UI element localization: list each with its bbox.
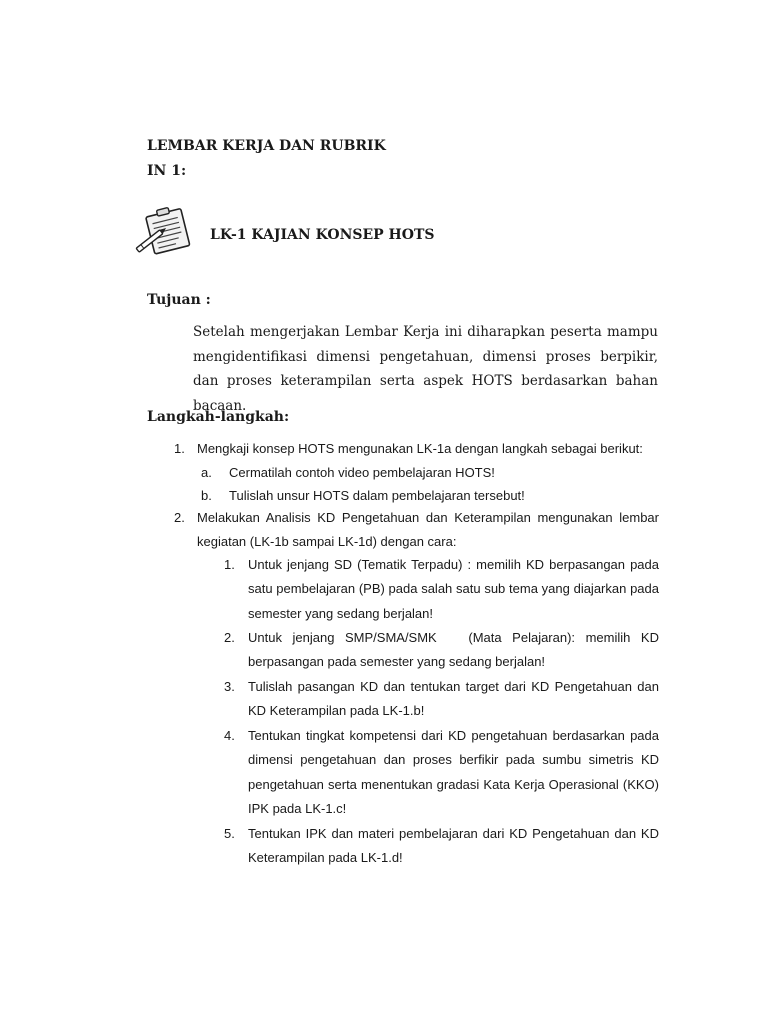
list-number: b. [201,488,212,503]
list-number: 1. [174,441,185,456]
list-text: Tulislah unsur HOTS dalam pembelajaran tersebut! [229,488,525,503]
list-text: Mengkaji konsep HOTS mengunakan LK-1a dengan langkah sebagai berikut: [197,441,643,456]
list-number: 1. [224,557,235,572]
tujuan-paragraph: Setelah mengerjakan Lembar Kerja ini diharapkan peserta mampu mengidentifikasi dimensi pengetahuan, dimensi proses berpikir, dan proses keterampilan serta aspek HOTS berdasarkan bahan bacaan. [193,324,658,414]
list-number: 2. [174,510,185,525]
list-number: 3. [224,679,235,694]
list-text: Untuk jenjang SD (Tematik Terpadu) : memilih KD berpasangan pada satu pembelajaran (PB) pada salah satu sub tema yang diajarkan pada semester yang sedang berjalan! [248,557,659,621]
lk-title: LK-1 KAJIAN KONSEP HOTS [210,227,435,243]
clipboard-pen-icon [133,206,197,256]
list-text: Tulislah pasangan KD dan tentukan target dari KD Pengetahuan dan KD Keterampilan pada LK-1.b! [248,679,659,719]
list-number: 5. [224,826,235,841]
list-text: Melakukan Analisis KD Pengetahuan dan Keterampilan mengunakan lembar kegiatan (LK-1b sampai LK-1d) dengan cara: [197,510,659,550]
document-title: LEMBAR KERJA DAN RUBRIK [147,138,386,154]
document-subtitle: IN 1: [147,163,187,179]
list-number: 4. [224,728,235,743]
list-text: Cermatilah contoh video pembelajaran HOTS! [229,465,495,480]
tujuan-label: Tujuan : [147,292,211,308]
langkah-label: Langkah-langkah: [147,409,290,425]
list-text: Tentukan tingkat kompetensi dari KD pengetahuan berdasarkan pada dimensi pengetahuan dan proses berfikir pada sumbu simetris KD pengetahuan serta menentukan gradasi Kata Kerja Operasional (KKO) IPK pada LK-1.c! [248,728,659,816]
list-text: Untuk jenjang SMP/SMA/SMK (Mata Pelajaran): memilih KD berpasangan pada semester yang sedang berjalan! [248,630,663,670]
list-text: Tentukan IPK dan materi pembelajaran dari KD Pengetahuan dan KD Keterampilan pada LK-1.d! [248,826,659,866]
list-number: a. [201,465,212,480]
list-number: 2. [224,630,235,645]
